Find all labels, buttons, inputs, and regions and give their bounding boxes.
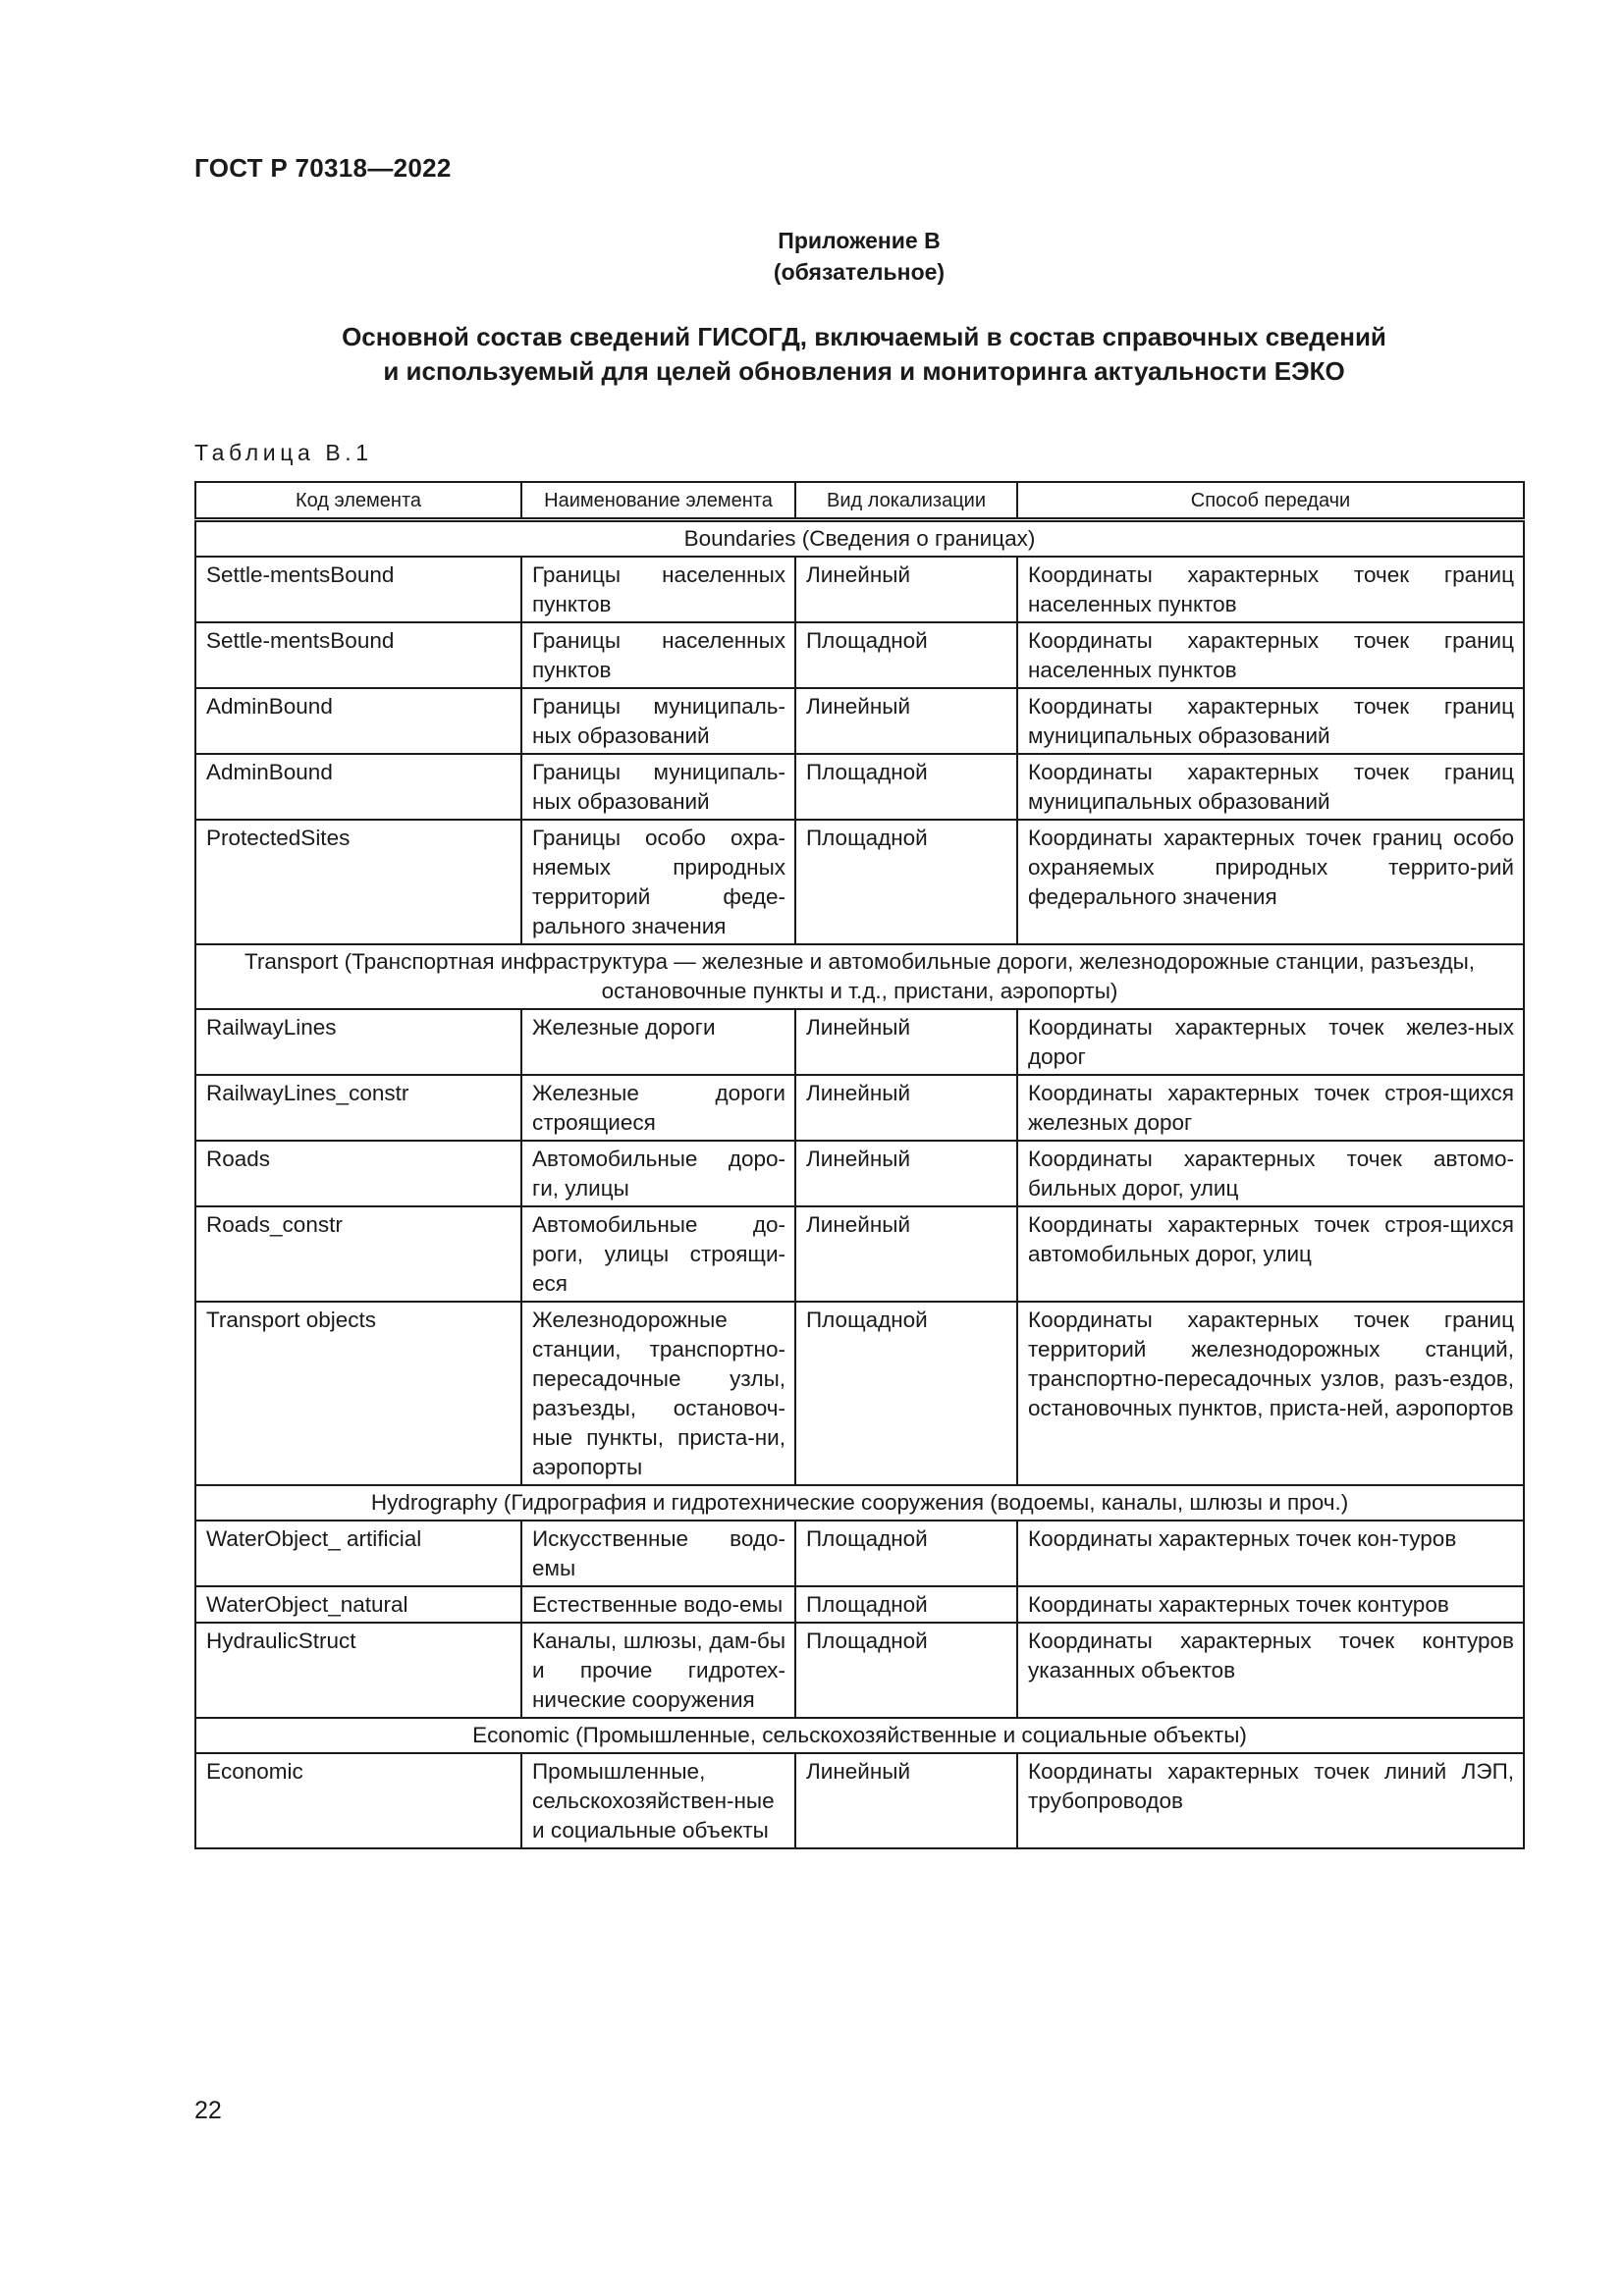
cell-localization: Площадной (795, 622, 1017, 688)
cell-name: Железные дороги (521, 1009, 795, 1075)
table-row (195, 1521, 1524, 1586)
cell-method: Координаты характерных точек границ территорий железнодорожных станций, транспортно-пересадочных узлов, разъ-ездов, остановочных пунктов, приста-ней, аэропортов (1017, 1302, 1524, 1485)
table-row (195, 1009, 1524, 1075)
cell-code: Roads (195, 1141, 521, 1206)
main-title-line-1: Основной состав сведений ГИСОГД, включаемый в состав справочных сведений (342, 322, 1386, 351)
table-row (195, 1075, 1524, 1141)
cell-method: Координаты характерных точек контуров указанных объектов (1017, 1623, 1524, 1718)
cell-localization: Линейный (795, 1206, 1017, 1302)
section-title: Hydrography (Гидрография и гидротехнические сооружения (водоемы, каналы, шлюзы и проч.) (195, 1485, 1524, 1521)
cell-method: Координаты характерных точек границ муниципальных образований (1017, 754, 1524, 820)
cell-localization: Площадной (795, 1521, 1017, 1586)
cell-localization: Линейный (795, 1009, 1017, 1075)
cell-code: RailwayLines_constr (195, 1075, 521, 1141)
table-row (195, 1206, 1524, 1302)
cell-code: AdminBound (195, 754, 521, 820)
cell-name: Промышленные, сельскохозяйствен-ные и социальные объекты (521, 1753, 795, 1848)
appendix-status: (обязательное) (773, 259, 946, 285)
document-code: ГОСТ Р 70318—2022 (194, 153, 452, 183)
elements-table (194, 481, 1525, 1849)
cell-method: Координаты характерных точек границ муниципальных образований (1017, 688, 1524, 754)
cell-name: Границы населенных пунктов (521, 557, 795, 622)
cell-name: Автомобильные до-роги, улицы строящи-еся (521, 1206, 795, 1302)
header-localization: Вид локализации (795, 482, 1017, 520)
cell-method: Координаты характерных точек автомо-бильных дорог, улиц (1017, 1141, 1524, 1206)
cell-name: Границы муниципаль-ных образований (521, 688, 795, 754)
cell-name: Искусственные водо-емы (521, 1521, 795, 1586)
cell-method: Координаты характерных точек желез-ных дорог (1017, 1009, 1524, 1075)
cell-localization: Линейный (795, 557, 1017, 622)
page-number: 22 (194, 2097, 222, 2124)
cell-code: Roads_constr (195, 1206, 521, 1302)
table-row (195, 622, 1524, 688)
cell-code: HydraulicStruct (195, 1623, 521, 1718)
section-row (195, 944, 1524, 1009)
table-row (195, 1586, 1524, 1623)
table-row (195, 688, 1524, 754)
cell-name: Железнодорожные станции, транспортно-пересадочные узлы, разъезды, остановоч-ные пункты, приста-ни, аэропорты (521, 1302, 795, 1485)
cell-code: Settle-mentsBound (195, 557, 521, 622)
cell-method: Координаты характерных точек строя-щихся автомобильных дорог, улиц (1017, 1206, 1524, 1302)
cell-name: Естественные водо-емы (521, 1586, 795, 1623)
cell-localization: Площадной (795, 820, 1017, 944)
header-name: Наименование элемента (521, 482, 795, 520)
main-title-line-2: и используемый для целей обновления и мониторинга актуальности ЕЭКО (383, 356, 1345, 386)
cell-localization: Линейный (795, 1753, 1017, 1848)
appendix-title: Приложение В (778, 228, 941, 253)
table-body (195, 520, 1524, 1849)
cell-localization: Площадной (795, 1586, 1017, 1623)
cell-name: Границы муниципаль-ных образований (521, 754, 795, 820)
header-code: Код элемента (195, 482, 521, 520)
cell-method: Координаты характерных точек линий ЛЭП, трубопроводов (1017, 1753, 1524, 1848)
cell-code: RailwayLines (195, 1009, 521, 1075)
cell-localization: Площадной (795, 754, 1017, 820)
cell-code: Economic (195, 1753, 521, 1848)
table-caption: Таблица В.1 (194, 440, 373, 465)
cell-localization: Линейный (795, 1075, 1017, 1141)
section-row (195, 1718, 1524, 1753)
cell-name: Железные дороги строящиеся (521, 1075, 795, 1141)
section-row (195, 1485, 1524, 1521)
cell-code: ProtectedSites (195, 820, 521, 944)
table-row (195, 754, 1524, 820)
cell-name: Каналы, шлюзы, дам-бы и прочие гидротех-нические сооружения (521, 1623, 795, 1718)
cell-name: Границы особо охра-няемых природных территорий феде-рального значения (521, 820, 795, 944)
table-row (195, 1141, 1524, 1206)
cell-method: Координаты характерных точек границ особо охраняемых природных террито-рий федерального значения (1017, 820, 1524, 944)
cell-method: Координаты характерных точек контуров (1017, 1586, 1524, 1623)
cell-method: Координаты характерных точек строя-щихся железных дорог (1017, 1075, 1524, 1141)
cell-code: Settle-mentsBound (195, 622, 521, 688)
cell-code: WaterObject_ artificial (195, 1521, 521, 1586)
cell-code: Transport objects (195, 1302, 521, 1485)
table-row (195, 1302, 1524, 1485)
section-row (195, 520, 1524, 558)
cell-localization: Линейный (795, 688, 1017, 754)
table-row (195, 557, 1524, 622)
cell-localization: Площадной (795, 1623, 1017, 1718)
cell-name: Автомобильные доро-ги, улицы (521, 1141, 795, 1206)
cell-code: WaterObject_natural (195, 1586, 521, 1623)
section-title: Boundaries (Сведения о границах) (195, 520, 1524, 558)
cell-localization: Площадной (795, 1302, 1017, 1485)
header-method: Способ передачи (1017, 482, 1524, 520)
cell-name: Границы населенных пунктов (521, 622, 795, 688)
table-row (195, 1753, 1524, 1848)
cell-localization: Линейный (795, 1141, 1017, 1206)
cell-method: Координаты характерных точек границ населенных пунктов (1017, 557, 1524, 622)
section-title: Economic (Промышленные, сельскохозяйственные и социальные объекты) (195, 1718, 1524, 1753)
table-row (195, 820, 1524, 944)
section-title: Transport (Транспортная инфраструктура — железные и автомобильные дороги, железнодорожные станции, разъезды, остановочные пункты и т.д., пристани, аэропорты) (195, 944, 1524, 1009)
cell-code: AdminBound (195, 688, 521, 754)
table-row (195, 1623, 1524, 1718)
cell-method: Координаты характерных точек границ населенных пунктов (1017, 622, 1524, 688)
main-title (236, 320, 1492, 389)
cell-method: Координаты характерных точек кон-туров (1017, 1521, 1524, 1586)
table-header-row (195, 482, 1524, 520)
